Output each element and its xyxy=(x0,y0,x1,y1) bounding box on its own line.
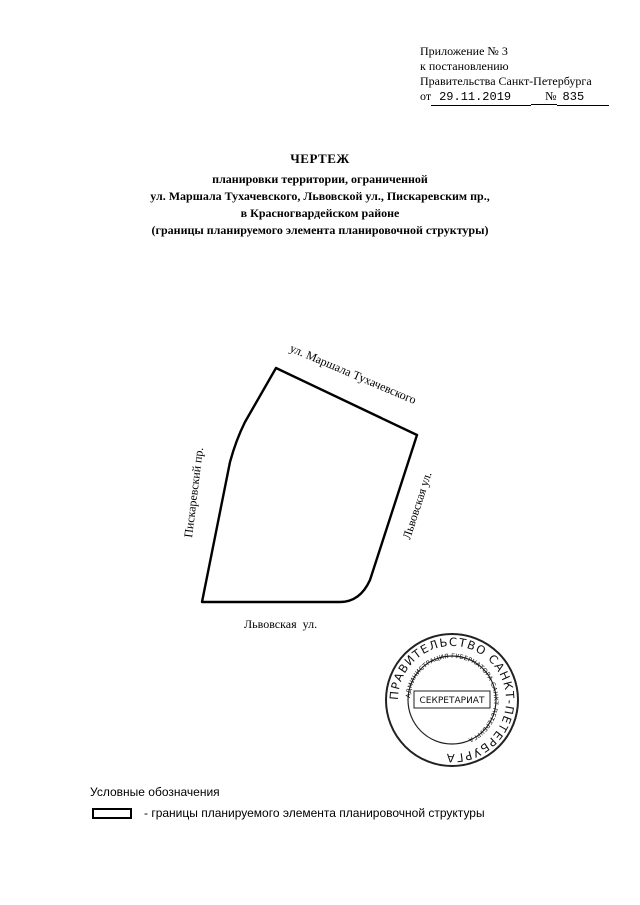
title-line-4: (границы планируемого элемента планировочной структуры) xyxy=(151,223,489,237)
street-label-right: Львовская ул. xyxy=(399,469,435,541)
street-label-top: ул. Маршала Тухачевского xyxy=(287,340,419,407)
official-stamp xyxy=(386,634,518,766)
territory-boundary xyxy=(202,368,417,602)
street-label-bottom: Львовская ул. xyxy=(244,617,318,631)
appendix-line-1: Приложение № 3 xyxy=(420,44,508,58)
title-line-3: в Красногвардейском районе xyxy=(240,206,400,220)
stamp-inner-text: АДМИНИСТРАЦИЯ ГУБЕРНАТОРА САНКТ-ПЕТЕРБУРГА xyxy=(405,652,500,744)
document-heading: ЧЕРТЕЖ xyxy=(290,151,350,166)
legend-title: Условные обозначения xyxy=(90,785,220,799)
date-prefix: от xyxy=(420,89,432,103)
title-line-2: ул. Маршала Тухачевского, Львовской ул., Пискаревским пр., xyxy=(150,189,490,203)
title-line-1: планировки территории, ограниченной xyxy=(212,172,428,186)
legend-item-text: - границы планируемого элемента планировочной структуры xyxy=(144,806,485,820)
number-prefix: № xyxy=(545,89,557,103)
street-label-left: Пискаревский пр. xyxy=(181,446,207,539)
legend-boundary-symbol xyxy=(92,808,132,819)
legend-item xyxy=(92,805,485,821)
appendix-line-3: Правительства Санкт-Петербурга xyxy=(420,74,592,88)
appendix-line-2: к постановлению xyxy=(420,59,509,73)
stamp-ring-text: ПРАВИТЕЛЬСТВО САНКТ-ПЕТЕРБУРГА xyxy=(386,634,518,766)
resolution-number: 835 xyxy=(557,90,609,106)
stamp-center-text: СЕКРЕТАРИАТ xyxy=(419,696,485,706)
resolution-date: 29.11.2019 xyxy=(431,90,531,106)
